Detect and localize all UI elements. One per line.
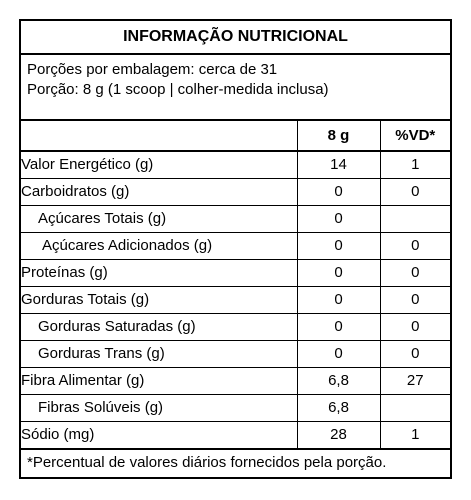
table-row xyxy=(21,232,450,259)
table-row xyxy=(21,286,450,313)
nutrient-name: Fibras Solúveis (g) xyxy=(21,394,297,421)
nutrient-amount: 0 xyxy=(297,205,380,232)
nutrient-dv xyxy=(380,394,450,421)
table-row xyxy=(21,340,450,367)
nutrient-dv: 0 xyxy=(380,178,450,205)
table-row xyxy=(21,178,450,205)
nutrient-amount: 0 xyxy=(297,340,380,367)
nutrient-amount: 0 xyxy=(297,232,380,259)
footnote: *Percentual de valores diários fornecidos pela porção. xyxy=(21,449,450,477)
nutrient-name: Açúcares Adicionados (g) xyxy=(21,232,297,259)
nutrient-name: Gorduras Saturadas (g) xyxy=(21,313,297,340)
table-row xyxy=(21,205,450,232)
nutrient-amount: 14 xyxy=(297,151,380,178)
header-amount: 8 g xyxy=(297,121,380,151)
nutrition-facts-label xyxy=(19,19,452,479)
nutrition-table xyxy=(21,121,450,449)
header-nutrient xyxy=(21,121,297,151)
nutrient-amount: 0 xyxy=(297,259,380,286)
nutrient-dv: 0 xyxy=(380,286,450,313)
nutrient-dv: 0 xyxy=(380,259,450,286)
table-row xyxy=(21,313,450,340)
nutrient-amount: 28 xyxy=(297,421,380,448)
nutrient-name: Proteínas (g) xyxy=(21,259,297,286)
nutrient-dv: 1 xyxy=(380,421,450,448)
table-row xyxy=(21,367,450,394)
table-row xyxy=(21,259,450,286)
nutrient-dv: 1 xyxy=(380,151,450,178)
portions-per-package: Porções por embalagem: cerca de 31 xyxy=(27,61,278,78)
nutrient-name: Valor Energético (g) xyxy=(21,151,297,178)
table-header-row xyxy=(21,121,450,151)
nutrient-name: Açúcares Totais (g) xyxy=(21,205,297,232)
nutrient-dv: 0 xyxy=(380,232,450,259)
nutrient-name: Gorduras Totais (g) xyxy=(21,286,297,313)
table-row xyxy=(21,394,450,421)
nutrient-dv: 0 xyxy=(380,313,450,340)
nutrient-dv: 27 xyxy=(380,367,450,394)
nutrient-amount: 0 xyxy=(297,178,380,205)
header-daily-value: %VD* xyxy=(380,121,450,151)
table-row xyxy=(21,421,450,448)
portion-size: Porção: 8 g (1 scoop | colher-medida inclusa) xyxy=(27,81,329,98)
nutrient-amount: 0 xyxy=(297,286,380,313)
label-title: INFORMAÇÃO NUTRICIONAL xyxy=(21,21,450,55)
nutrient-amount: 6,8 xyxy=(297,367,380,394)
nutrient-dv xyxy=(380,205,450,232)
nutrient-dv: 0 xyxy=(380,340,450,367)
nutrient-amount: 0 xyxy=(297,313,380,340)
nutrient-amount: 6,8 xyxy=(297,394,380,421)
nutrient-name: Gorduras Trans (g) xyxy=(21,340,297,367)
nutrient-name: Fibra Alimentar (g) xyxy=(21,367,297,394)
nutrient-name: Sódio (mg) xyxy=(21,421,297,448)
portion-info xyxy=(21,55,450,121)
table-row xyxy=(21,151,450,178)
nutrient-name: Carboidratos (g) xyxy=(21,178,297,205)
